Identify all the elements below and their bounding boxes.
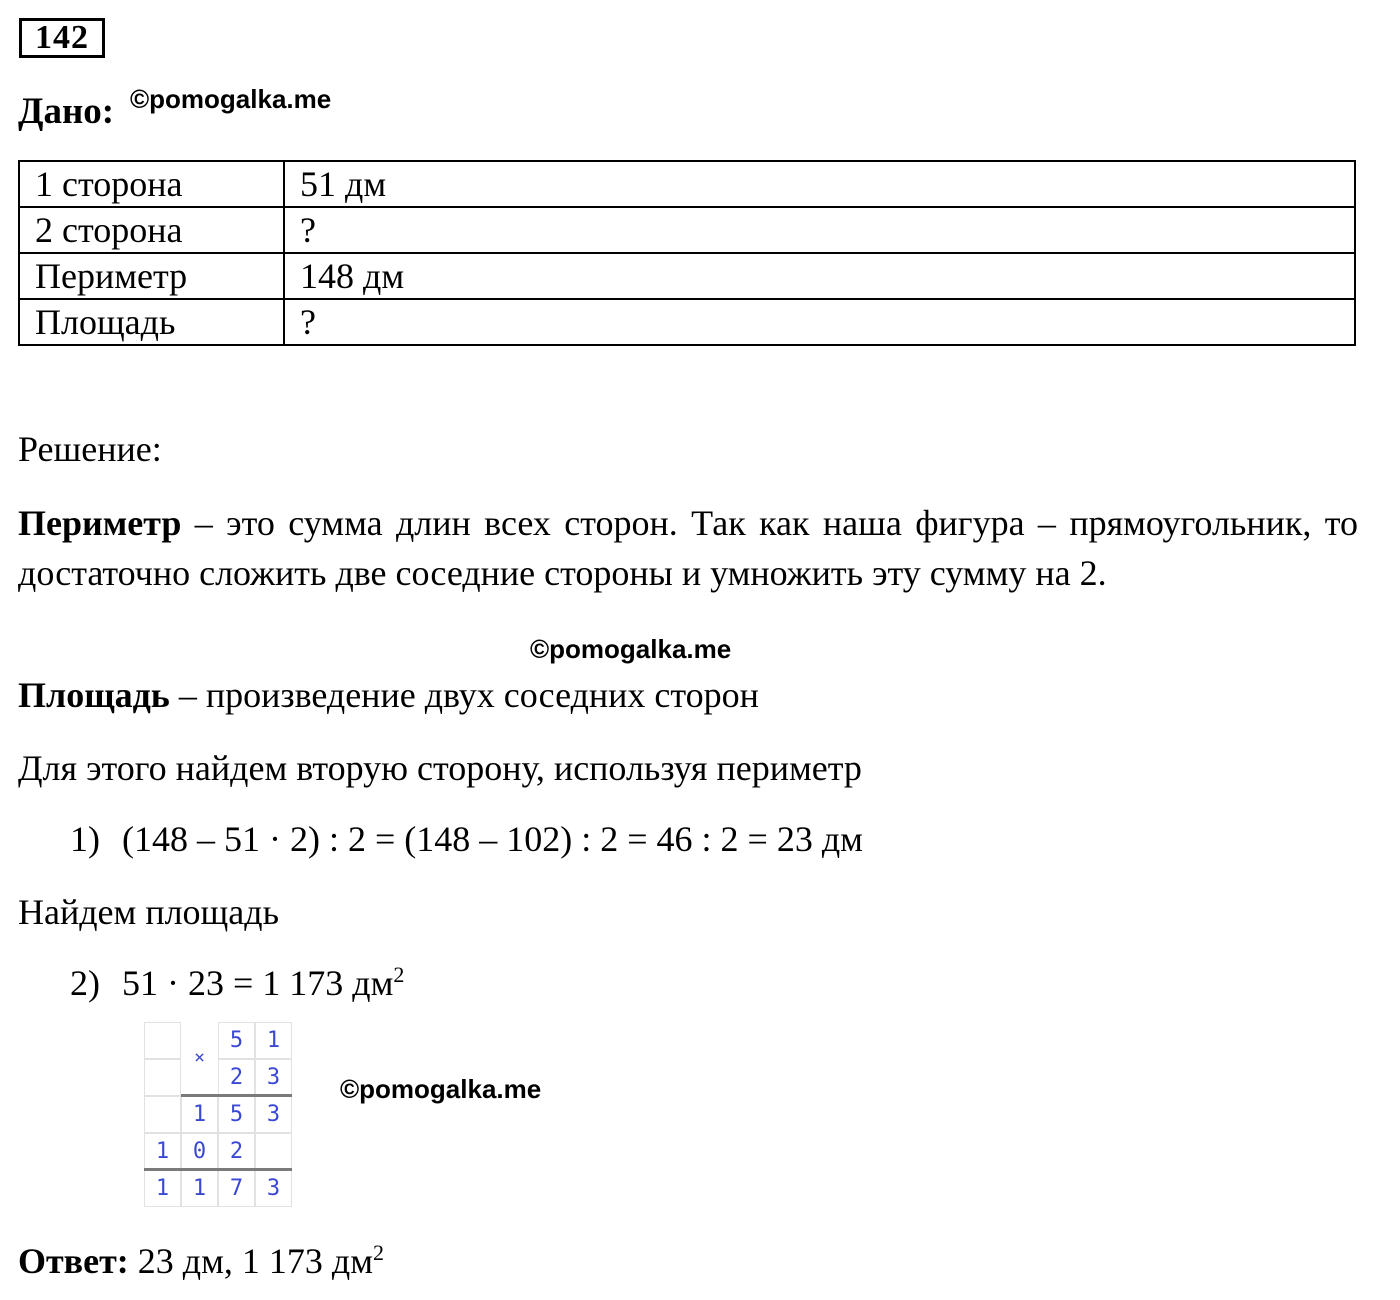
sum-line — [144, 1168, 292, 1171]
step-2 — [70, 958, 404, 1008]
grid-cell: 1 — [181, 1170, 218, 1207]
answer-superscript: 2 — [372, 1240, 384, 1265]
watermark-middle: ©pomogalka.me — [530, 634, 732, 664]
column-multiplication — [144, 1022, 292, 1206]
grid-cell: 3 — [255, 1170, 292, 1207]
area-term: Площадь — [18, 675, 170, 715]
area-text: – произведение двух соседних сторон — [169, 675, 759, 715]
grid-cell: 7 — [218, 1170, 255, 1207]
problem-number: 142 — [19, 18, 105, 58]
grid-cell: 2 — [218, 1133, 255, 1170]
table-row — [19, 299, 1355, 345]
grid-cell: 1 — [144, 1170, 181, 1207]
step-2-number: 2) — [70, 963, 100, 1003]
area-definition — [18, 670, 759, 720]
table-row — [19, 207, 1355, 253]
answer-label: Ответ: — [18, 1241, 129, 1281]
answer — [18, 1236, 384, 1286]
grid-cell — [255, 1133, 292, 1170]
grid-cell: 5 — [218, 1096, 255, 1133]
perimeter-definition — [18, 498, 1358, 598]
table-row — [19, 253, 1355, 299]
table-cell-value: ? — [284, 299, 1355, 345]
grid-cell: 1 — [144, 1133, 181, 1170]
given-table — [18, 160, 1356, 346]
perimeter-text: – это сумма длин всех сторон. Так как наша фигура – прямоугольник, то достаточно сложить две соседние стороны и умножить эту сумму на 2. — [18, 503, 1358, 593]
grid-cell — [144, 1022, 181, 1059]
step-1-expression: (148 – 51 · 2) : 2 = (148 – 102) : 2 = 46 : 2 = 23 дм — [122, 819, 863, 859]
table-row — [19, 161, 1355, 207]
step-2-superscript: 2 — [393, 962, 405, 987]
table-cell-label: Периметр — [19, 253, 284, 299]
solution-label: Решение: — [18, 429, 162, 469]
table-cell-value: ? — [284, 207, 1355, 253]
step-1 — [70, 814, 863, 864]
grid-cell — [144, 1059, 181, 1096]
table-cell-value: 148 дм — [284, 253, 1355, 299]
multiply-sign: × — [194, 1047, 205, 1068]
grid-cell: 2 — [218, 1059, 255, 1096]
grid-cell: 5 — [218, 1022, 255, 1059]
table-cell-label: 1 сторона — [19, 161, 284, 207]
grid-cell — [144, 1096, 181, 1133]
given-label: Дано: — [18, 91, 115, 132]
find-area-text: Найдем площадь — [18, 892, 279, 932]
grid-cell: 1 — [255, 1022, 292, 1059]
sum-line — [181, 1094, 292, 1097]
table-cell-label: Площадь — [19, 299, 284, 345]
grid-cell: 0 — [181, 1133, 218, 1170]
step-2-expression: 51 · 23 = 1 173 дм — [122, 963, 394, 1003]
step-1-number: 1) — [70, 819, 100, 859]
watermark-top: ©pomogalka.me — [130, 84, 332, 114]
table-cell-label: 2 сторона — [19, 207, 284, 253]
answer-text: 23 дм, 1 173 дм — [128, 1241, 373, 1281]
perimeter-term: Периметр — [18, 503, 182, 543]
watermark-bottom: ©pomogalka.me — [340, 1074, 542, 1104]
table-cell-value: 51 дм — [284, 161, 1355, 207]
grid-cell: 3 — [255, 1096, 292, 1133]
grid-cell: 1 — [181, 1096, 218, 1133]
grid-cell: 3 — [255, 1059, 292, 1096]
find-second-side-text: Для этого найдем вторую сторону, используя периметр — [18, 748, 862, 788]
